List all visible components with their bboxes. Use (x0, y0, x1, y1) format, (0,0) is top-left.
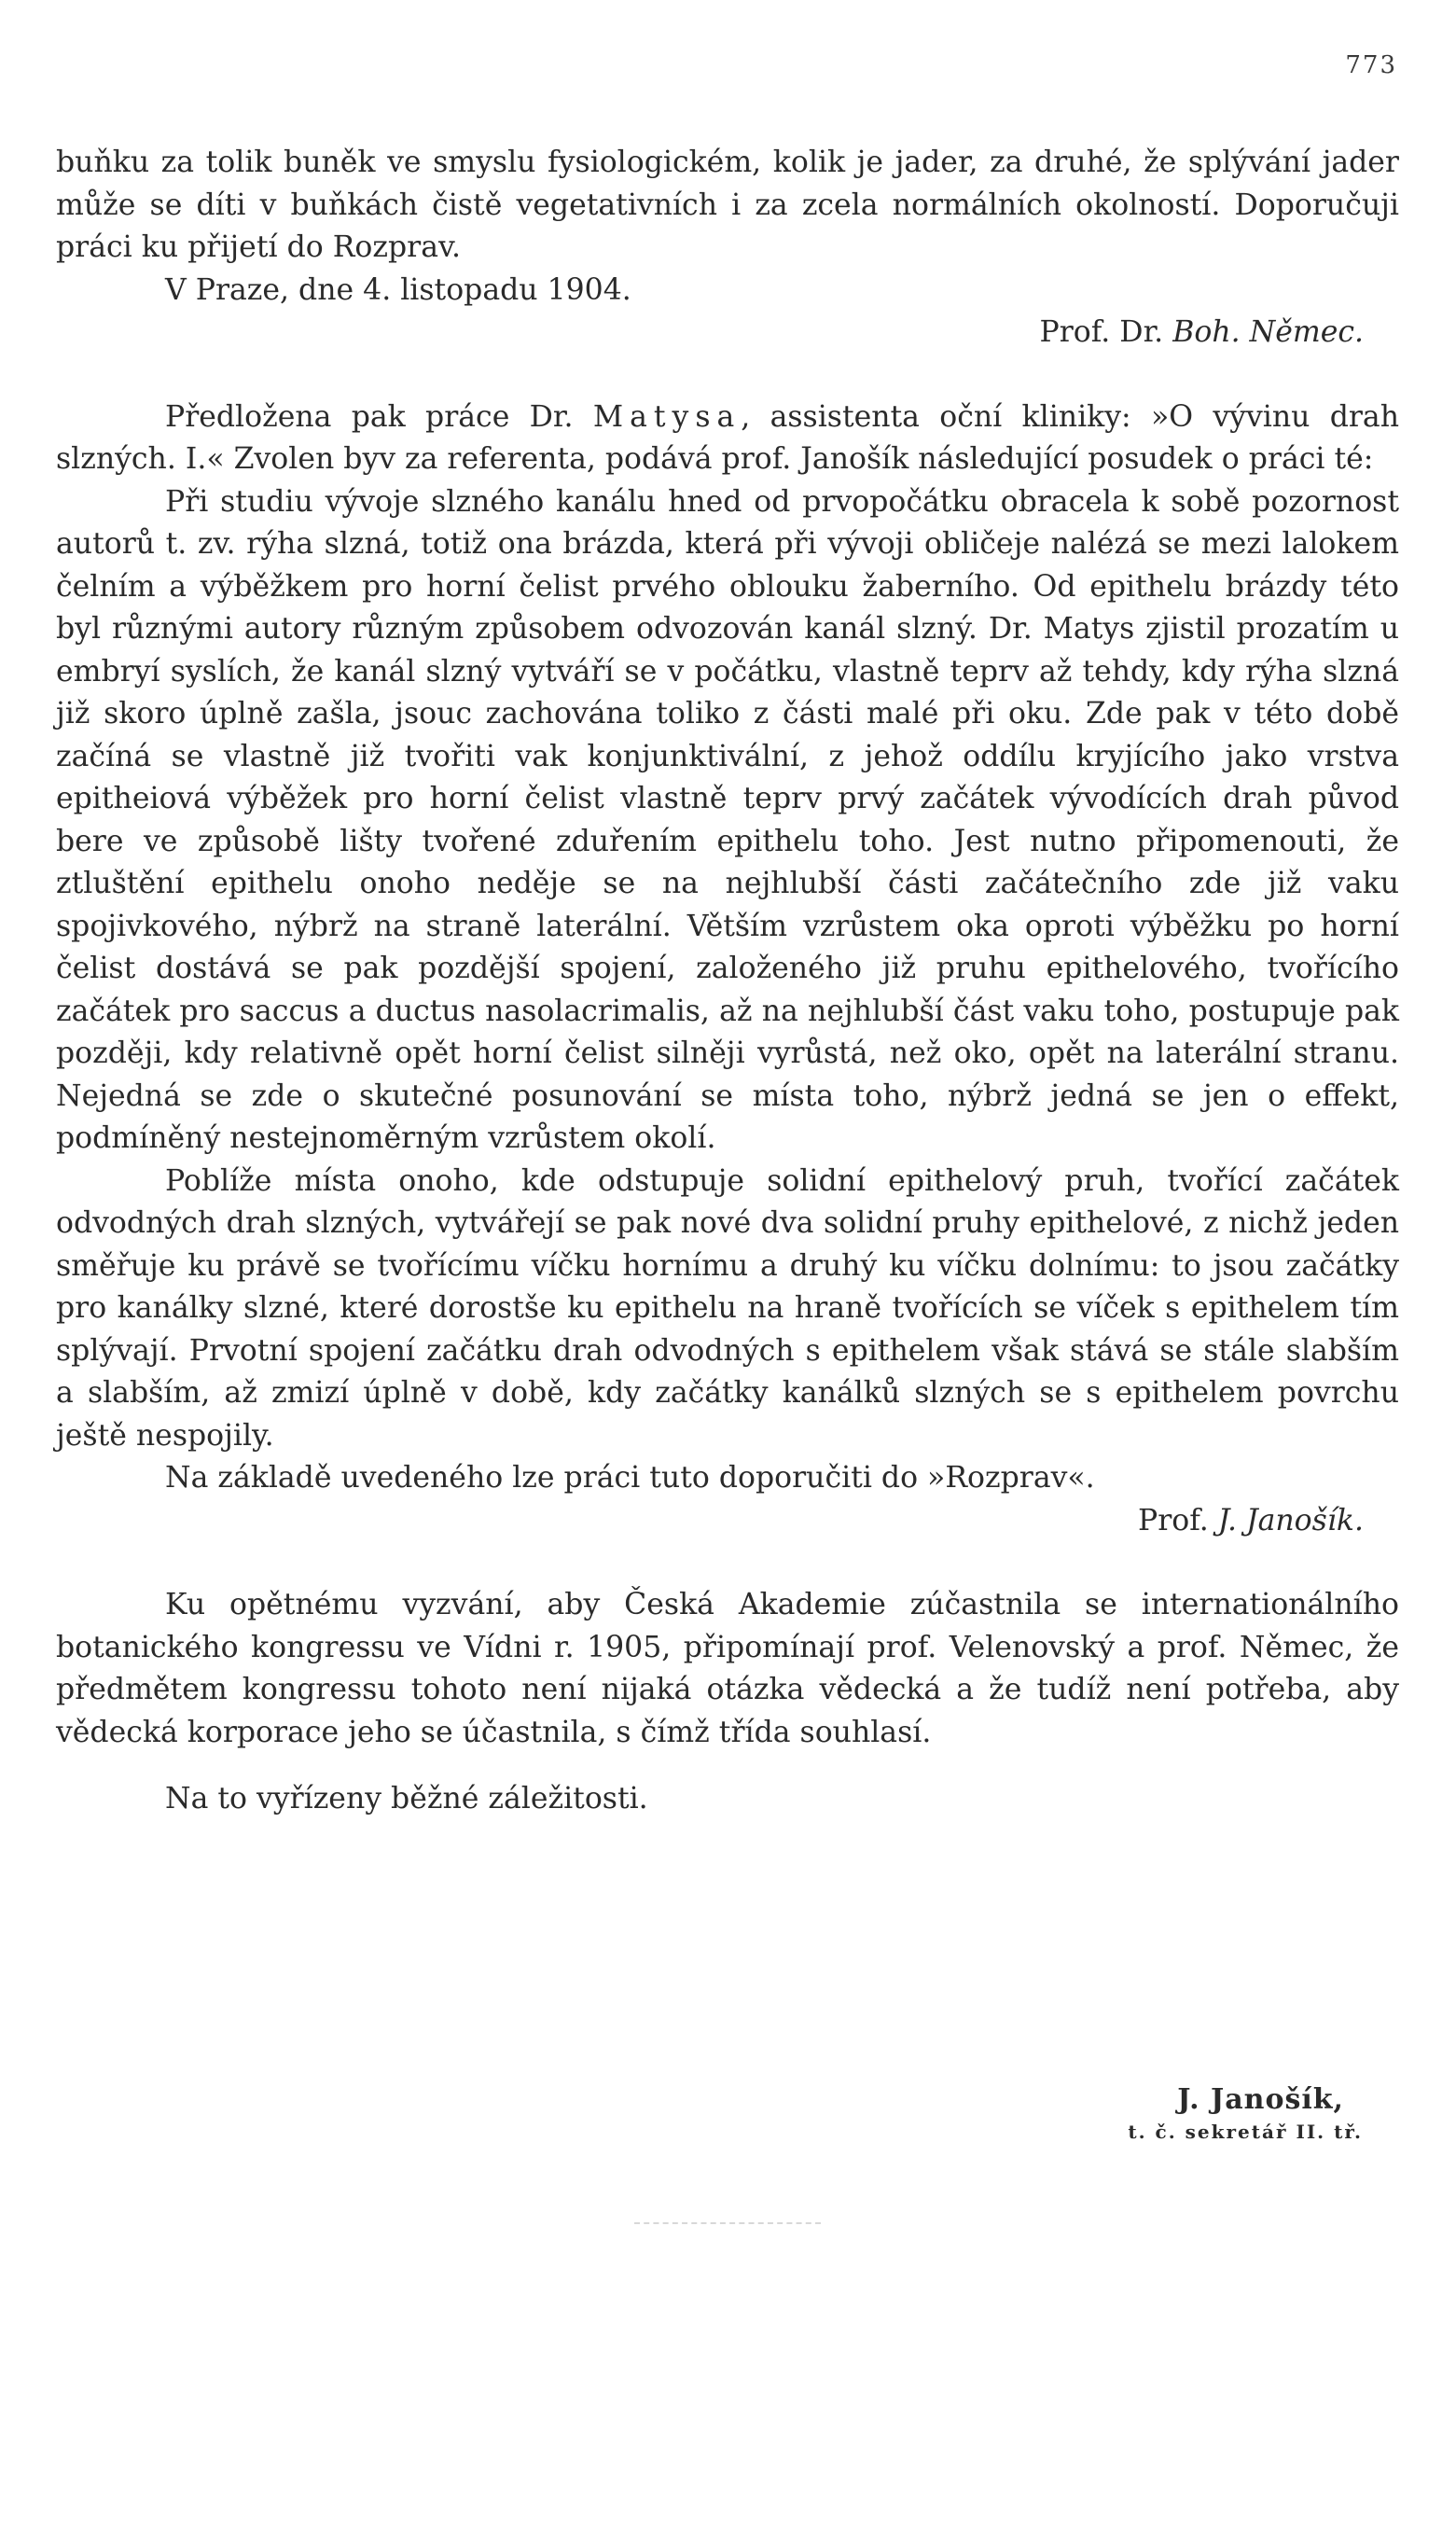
signature-name: Boh. Němec. (1172, 315, 1364, 349)
signature-janosik (56, 1500, 1399, 1543)
signature-prefix: Prof. (1138, 1503, 1218, 1537)
paragraph-continuation: buňku za tolik buněk ve smyslu fysiologickém, kolik je jader, za druhé, že splývání jader může se díti v buňkách čistě vegetativních i za zcela normálních okolností. Doporučuji práci ku přijetí do Rozprav. (56, 146, 1399, 264)
paragraph-review-1: Při studiu vývoje slzného kanálu hned od prvopočátku obracela k sobě pozornost autorů t. zv. rýha slzná, totiž ona brázda, která při vývoji obličeje nalézá se mezi lalokem čelním a výběžkem pro horní čelist prvého oblouku žaberního. Od epithelu brázdy této byl různými autory různým způsobem odvozován kanál slzný. Dr. Matys zjistil prozatím u embryí syslích, že kanál slzný vytváří se v počátku, vlastně teprv až tehdy, kdy rýha slzná již skoro úplně zašla, jsouc zachována toliko z části malé při oku. Zde pak v této době začíná se vlastně již tvořiti vak konjunktivální, z jehož oddílu kryjícího jako vrstva epitheiová výběžek pro horní čelist vlastně teprv prvý začátek vývodících drah původ bere ve způsobě lišty tvořené zduřením epithelu toho. Jest nutno připomenouti, že ztluštění epithelu onoho neděje se na nejhlubší části začátečního zde již vaku spojivkového, nýbrž na straně laterální. Větším vzrůstem oka oproti výběžku po horní čelist dostává se pak pozdější spojení, založeného již pruhu epithelového, tvořícího začátek pro saccus a ductus nasolacrimalis, až na nejhlubší část vaku toho, postupuje pak později, kdy relativně opět horní čelist silněji vyrůstá, než oko, opět na laterální stranu. Nejedná se zde o skutečné posunování se místa toho, nýbrž jedná se jen o effekt, podmíněný nestejnoměrným vzrůstem okolí. (56, 484, 1399, 1155)
secretary-signature (1128, 2082, 1363, 2146)
page-number: 773 (1345, 51, 1397, 79)
paragraph-recommendation: Na základě uvedeného lze práci tuto doporučiti do »Rozprav«. (165, 1461, 1095, 1495)
signature-name: J. Janošík. (1217, 1503, 1364, 1537)
signature-prefix: Prof. Dr. (1039, 315, 1173, 349)
paragraph-matys-submission (56, 396, 1399, 481)
secretary-title: t. č. sekretář II. tř. (1128, 2121, 1363, 2143)
signature-nemec (56, 312, 1399, 355)
author-name-spaced: Matysa (592, 399, 742, 434)
paragraph-closing: Na to vyřízeny běžné záležitosti. (165, 1782, 648, 1816)
spacer (56, 1754, 1399, 1778)
text-run: , assistenta oční kliniky: »O vývinu drah slzných. I.« Zvolen byv za referenta, podává prof. Janošík následující posudek o práci té: (56, 399, 1399, 476)
paragraph-congress: Ku opětnému vyzvání, aby Česká Akademie zúčastnila se internationálního botanického kongressu ve Vídni r. 1905, připomínají prof. Velenovský a prof. Němec, že předmětem kongressu tohoto není nijaká otázka vědecká a že tudíž není potřeba, aby vědecká korporace jeho se účastnila, s čímž třída souhlasí. (56, 1588, 1399, 1749)
date-line: V Praze, dne 4. listopadu 1904. (165, 272, 631, 307)
text-run: Předložena pak práce Dr. (165, 399, 593, 434)
spacer (56, 1542, 1399, 1584)
secretary-name: J. Janošík, (1177, 2083, 1344, 2116)
paragraph-review-2: Poblíže místa onoho, kde odstupuje solidní epithelový pruh, tvořící začátek odvodných drah slzných, vytvářejí se pak nové dva solidní pruhy epithelové, z nichž jeden směřuje ku právě se tvořícímu víčku hornímu a druhý ku víčku dolnímu: to jsou začátky pro kanálky slzné, které dorostše ku epithelu na hraně tvořících se víček s epithelem tím splývají. Prvotní spojení začátku drah odvodných s epithelem však stává se stále slabším a slabším, až zmizí úplně v době, kdy začátky kanálků slzných se s epithelem povrchu ještě nespojily. (56, 1163, 1399, 1453)
spacer (56, 355, 1399, 396)
document-body (56, 142, 1399, 1821)
divider-line (634, 2222, 821, 2224)
